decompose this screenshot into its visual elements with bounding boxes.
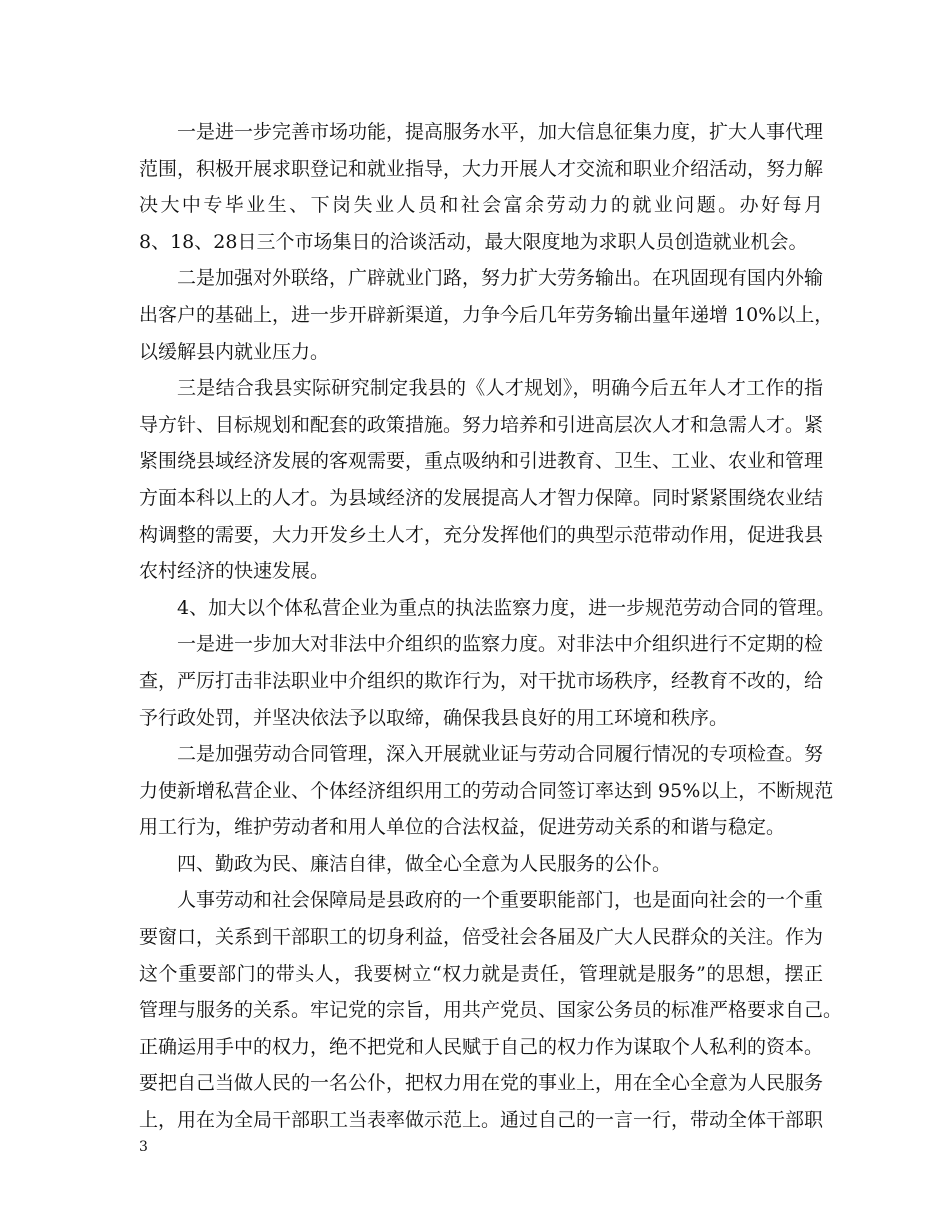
paragraph-line: 二是加强对外联络，广辟就业门路，努力扩大劳务输出。在巩固现有国内外输 bbox=[177, 267, 824, 290]
paragraph-line: 要窗口，关系到干部职工的切身利益，倍受社会各届及广大人民群众的关注。作为 bbox=[139, 926, 824, 949]
section-heading: 4、加大以个体私营企业为重点的执法监察力度，进一步规范劳动合同的管理。 bbox=[177, 596, 836, 619]
document-body bbox=[139, 114, 843, 1139]
paragraph-line: 决大中专毕业生、下岗失业人员和社会富余劳动力的就业问题。办好每月 bbox=[139, 194, 823, 217]
paragraph-line: 一是进一步加大对非法中介组织的监察力度。对非法中介组织进行不定期的检 bbox=[177, 633, 824, 656]
paragraph-line: 农村经济的快速发展。 bbox=[139, 560, 330, 583]
paragraph-line: 紧围绕县域经济发展的客观需要，重点吸纳和引进教育、卫生、工业、农业和管理 bbox=[139, 450, 824, 473]
paragraph-line: 管理与服务的关系。牢记党的宗旨，用共产党员、国家公务员的标准严格要求自己。 bbox=[139, 999, 843, 1022]
paragraph-line: 范围，积极开展求职登记和就业指导，大力开展人才交流和职业介绍活动，努力解 bbox=[139, 157, 824, 180]
page-number: 3 bbox=[139, 1139, 148, 1155]
paragraph-line: 这个重要部门的带头人，我要树立“权力就是责任，管理就是服务”的思想，摆正 bbox=[139, 962, 823, 985]
paragraph-line: 正确运用手中的权力，绝不把党和人民赋于自己的权力作为谋取个人私利的资本。 bbox=[139, 1035, 824, 1058]
paragraph-line: 查，严厉打击非法职业中介组织的欺诈行为，对干扰市场秩序，经教育不改的，给 bbox=[139, 669, 824, 692]
paragraph-line: 人事劳动和社会保障局是县政府的一个重要职能部门，也是面向社会的一个重 bbox=[177, 889, 824, 912]
paragraph-line: 出客户的基础上，进一步开辟新渠道，力争今后几年劳务输出量年递增 10%以上， bbox=[139, 303, 834, 326]
paragraph-line: 三是结合我县实际研究制定我县的《人才规划》，明确今后五年人才工作的指 bbox=[177, 377, 823, 400]
paragraph-line: 导方针、目标规划和配套的政策措施。努力培养和引进高层次人才和急需人才。紧 bbox=[139, 413, 824, 436]
paragraph-line: 一是进一步完善市场功能，提高服务水平，加大信息征集力度，扩大人事代理 bbox=[177, 121, 824, 143]
paragraph-line: 二是加强劳动合同管理，深入开展就业证与劳动合同履行情况的专项检查。努 bbox=[177, 743, 824, 766]
section-heading: 四、勤政为民、廉洁自律，做全心全意为人民服务的公仆。 bbox=[177, 852, 672, 875]
paragraph-line: 用工行为，维护劳动者和用人单位的合法权益，促进劳动关系的和谐与稳定。 bbox=[139, 816, 786, 839]
paragraph-line: 要把自己当做人民的一名公仆，把权力用在党的事业上，用在全心全意为人民服务 bbox=[139, 1072, 824, 1095]
paragraph-line: 予行政处罚，并坚决依法予以取缔，确保我县良好的用工环境和秩序。 bbox=[139, 706, 729, 729]
paragraph-line: 构调整的需要，大力开发乡土人才，充分发挥他们的典型示范带动作用，促进我县 bbox=[139, 523, 824, 546]
paragraph-line: 方面本科以上的人才。为县域经济的发展提高人才智力保障。同时紧紧围绕农业结 bbox=[139, 486, 824, 509]
paragraph-line: 力使新增私营企业、个体经济组织用工的劳动合同签订率达到 95%以上，不断规范 bbox=[139, 779, 834, 802]
paragraph-line: 8、18、28日三个市场集日的洽谈活动，最大限度地为求职人员创造就业机会。 bbox=[139, 230, 808, 253]
paragraph-line: 以缓解县内就业压力。 bbox=[139, 340, 330, 363]
paragraph-line: 上，用在为全局干部职工当表率做示范上。通过自己的一言一行，带动全体干部职 bbox=[139, 1109, 824, 1132]
